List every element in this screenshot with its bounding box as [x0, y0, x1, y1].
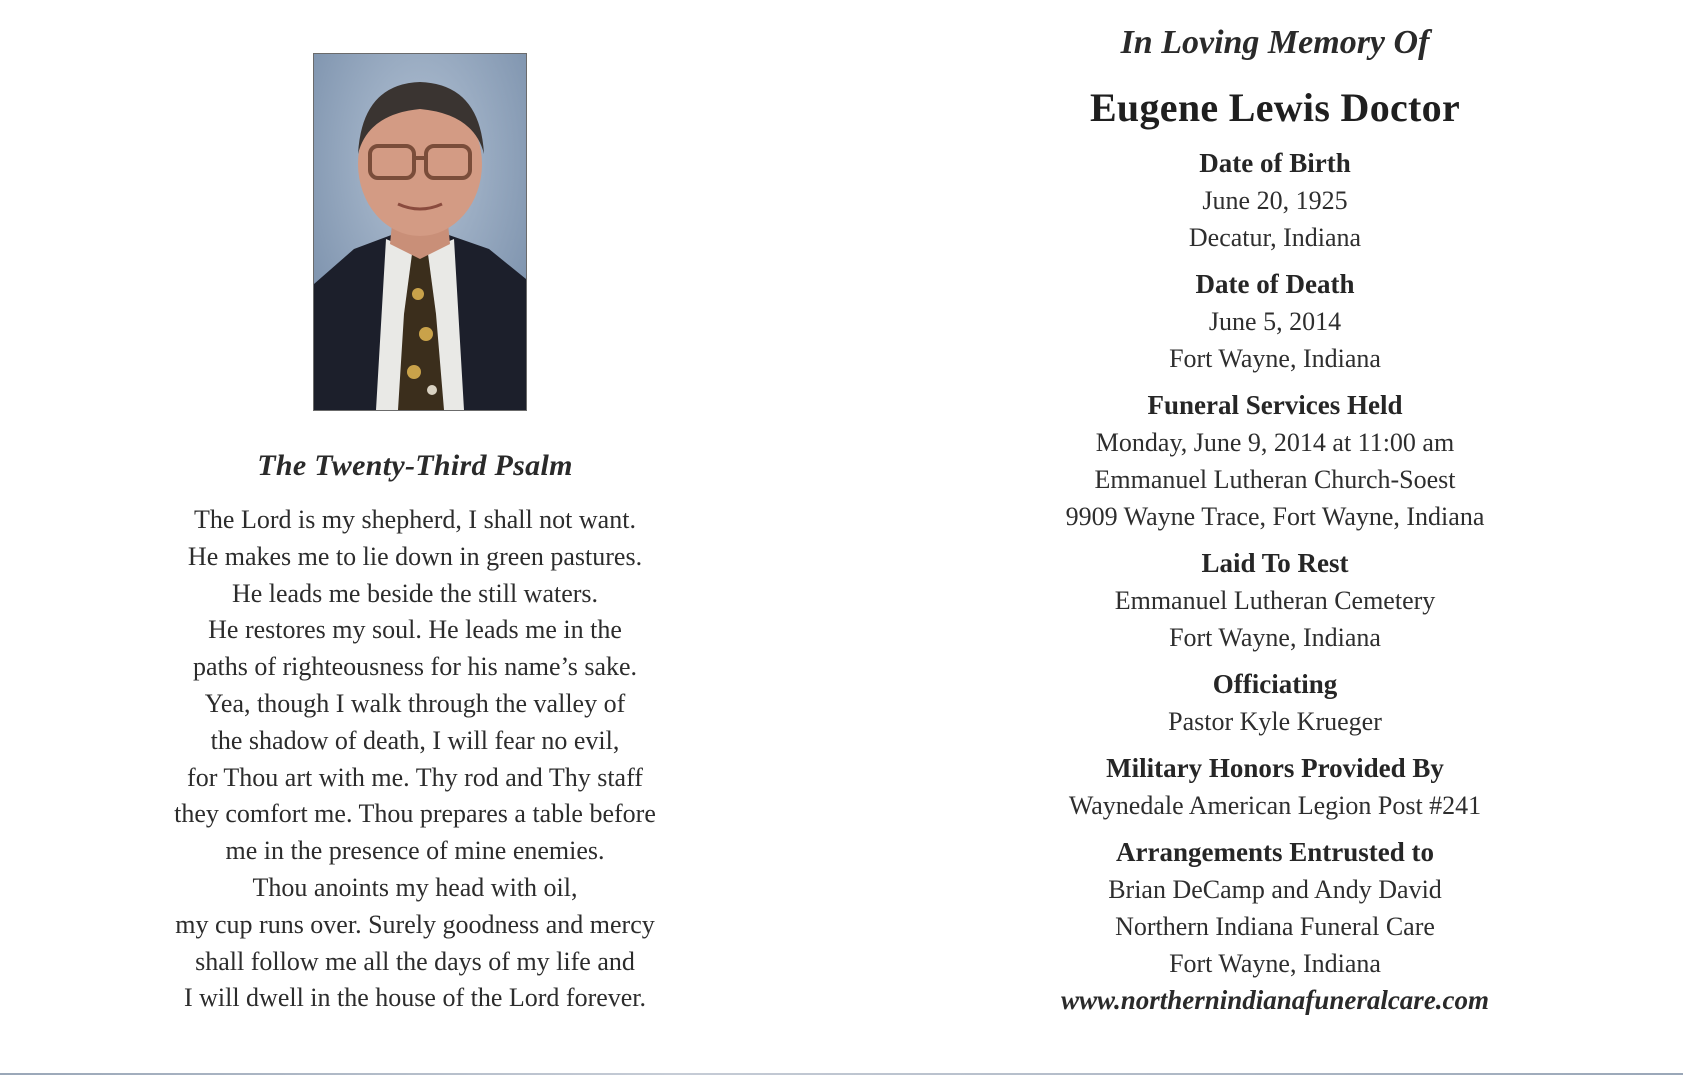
psalm-line: shall follow me all the days of my life and — [195, 946, 635, 976]
rest-section — [1010, 545, 1540, 656]
section-heading: Military Honors Provided By — [1106, 753, 1444, 783]
birth-date: June 20, 1925 — [1202, 186, 1348, 215]
funeral-home-name: Northern Indiana Funeral Care — [1115, 912, 1435, 941]
section-heading: Date of Birth — [1199, 148, 1351, 178]
funeral-address: 9909 Wayne Trace, Fort Wayne, Indiana — [1065, 502, 1485, 531]
death-date: June 5, 2014 — [1208, 307, 1342, 336]
section-heading: Laid To Rest — [1201, 548, 1349, 578]
funeral-home-location: Fort Wayne, Indiana — [1169, 949, 1381, 978]
section-heading: Date of Death — [1195, 269, 1355, 299]
psalm-text — [90, 502, 740, 1017]
arrangers-names: Brian DeCamp and Andy David — [1108, 875, 1442, 904]
funeral-section — [1010, 387, 1540, 535]
psalm-line: my cup runs over. Surely goodness and mercy — [175, 909, 655, 939]
birth-place: Decatur, Indiana — [1188, 223, 1362, 252]
psalm-title: The Twenty-Third Psalm — [257, 449, 573, 482]
right-panel — [1010, 0, 1540, 1075]
funeral-home-website: www.northernindianafuneralcare.com — [1060, 985, 1490, 1015]
officiant-name: Pastor Kyle Krueger — [1168, 707, 1382, 736]
memory-heading: In Loving Memory Of — [1120, 24, 1430, 61]
section-heading: Officiating — [1212, 669, 1338, 699]
psalm-line: for Thou art with me. Thy rod and Thy staff — [187, 762, 643, 792]
officiating-section — [1010, 666, 1540, 740]
cemetery-location: Fort Wayne, Indiana — [1169, 623, 1381, 652]
funeral-datetime: Monday, June 9, 2014 at 11:00 am — [1095, 428, 1455, 457]
psalm-line: I will dwell in the house of the Lord forever. — [183, 983, 647, 1013]
psalm-line: He restores my soul. He leads me in the — [208, 615, 622, 645]
funeral-venue: Emmanuel Lutheran Church-Soest — [1094, 465, 1456, 494]
death-place: Fort Wayne, Indiana — [1169, 344, 1381, 373]
obituary-details — [1010, 145, 1540, 1019]
military-provider: Waynedale American Legion Post #241 — [1068, 791, 1482, 820]
birth-section — [1010, 145, 1540, 256]
deceased-name: Eugene Lewis Doctor — [1089, 85, 1461, 130]
psalm-line: The Lord is my shepherd, I shall not want. — [194, 505, 636, 534]
psalm-line: the shadow of death, I will fear no evil, — [210, 725, 620, 755]
military-section — [1010, 750, 1540, 824]
psalm-line: He leads me beside the still waters. — [231, 578, 599, 608]
death-section — [1010, 266, 1540, 377]
psalm-line: Thou anoints my head with oil, — [252, 872, 578, 902]
psalm-line: Yea, though I walk through the valley of — [204, 688, 626, 718]
section-heading: Arrangements Entrusted to — [1116, 837, 1434, 867]
section-heading: Funeral Services Held — [1147, 390, 1403, 420]
psalm-line: paths of righteousness for his name’s sake. — [192, 652, 638, 682]
psalm-line: they comfort me. Thou prepares a table before — [174, 799, 656, 829]
portrait-image — [314, 54, 526, 410]
left-panel — [90, 0, 740, 1075]
arrangements-section — [1010, 834, 1540, 1019]
portrait-photo — [313, 53, 527, 411]
psalm-line: me in the presence of mine enemies. — [225, 836, 605, 866]
cemetery-name: Emmanuel Lutheran Cemetery — [1114, 586, 1436, 615]
psalm-line: He makes me to lie down in green pastures. — [187, 541, 643, 571]
